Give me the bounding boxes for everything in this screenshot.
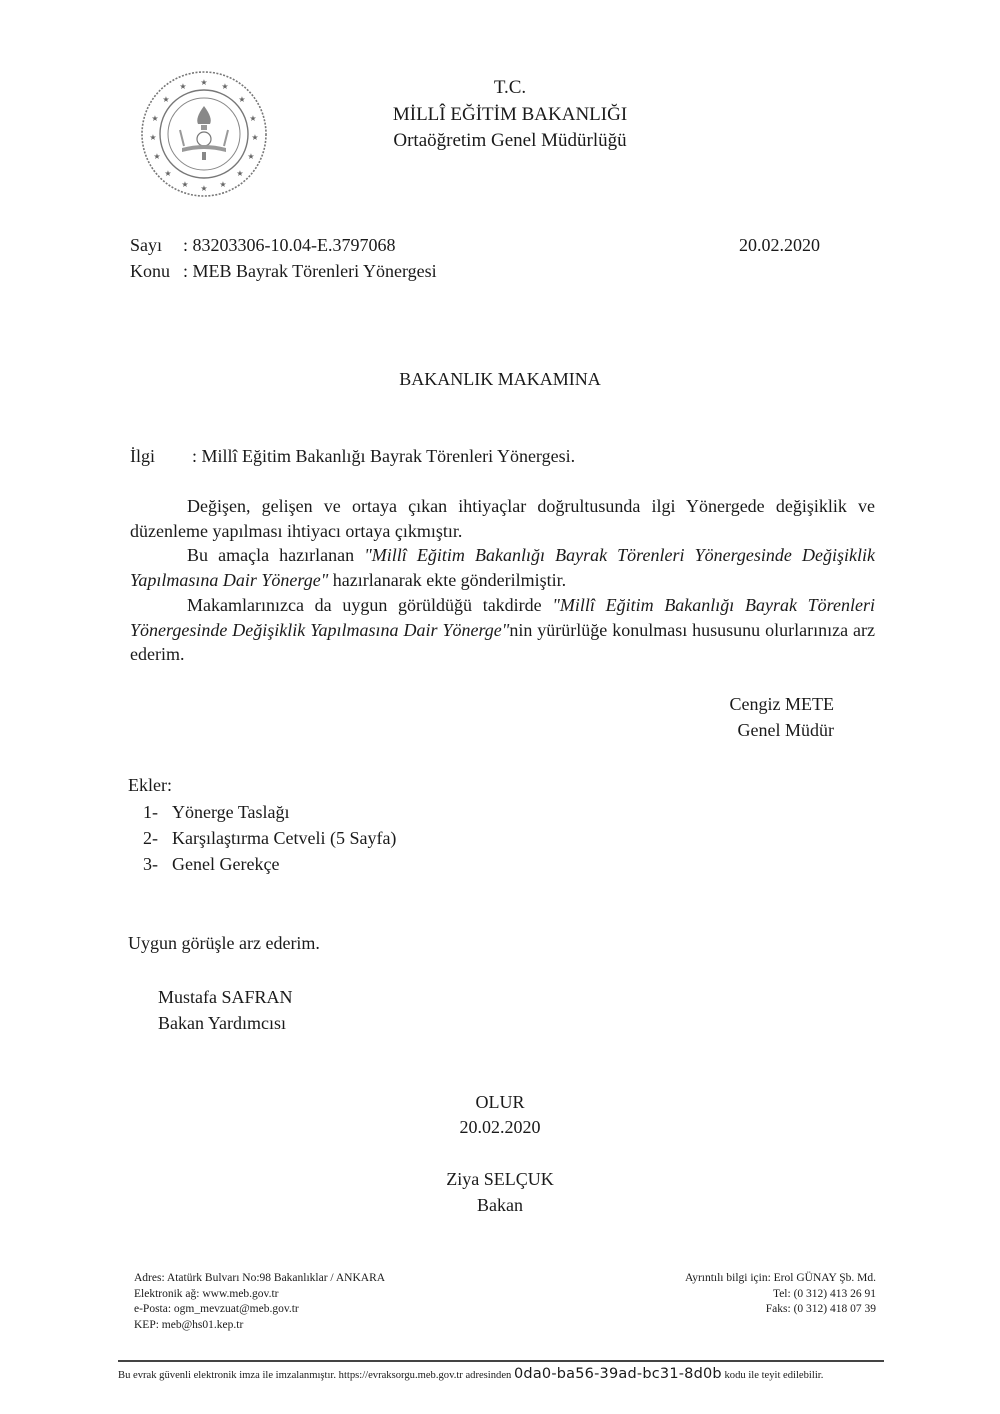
paragraph-2-text-end: hazırlanarak ekte gönderilmiştir. [328, 569, 567, 590]
attachments-heading: Ekler: [128, 775, 172, 795]
sayi-label: Sayı [130, 235, 163, 255]
svg-text:★: ★ [247, 152, 255, 161]
footer-contact-right [600, 1271, 876, 1318]
attachment-number: 2- [143, 828, 158, 848]
footer-kep[interactable]: KEP: meb@hs01.kep.tr [134, 1318, 244, 1331]
paragraph-3-text-end: nin yürürlüğe konulması hususunu olurlarınıza arz ederim. [130, 619, 875, 664]
attachment-label: Yönerge Taslağı [172, 802, 290, 822]
sayi-row [130, 233, 395, 257]
svg-text:★: ★ [251, 133, 259, 142]
signer2-title: Bakan Yardımcısı [158, 1013, 286, 1033]
sayi-value: : 83203306-10.04-E.3797068 [183, 235, 396, 255]
svg-text:★: ★ [179, 82, 187, 91]
footer-address: Adres: Atatürk Bulvarı No:98 Bakanlıklar / ANKARA [134, 1272, 386, 1284]
letterhead-directorate: Ortaöğretim Genel Müdürlüğü [393, 130, 627, 151]
attachment-item[interactable] [143, 826, 396, 850]
approver-title: Bakan [477, 1195, 523, 1215]
attachment-label: Karşılaştırma Cetveli (5 Sayfa) [172, 828, 397, 848]
svg-text:★: ★ [221, 82, 229, 91]
paragraph-3 [130, 593, 875, 667]
svg-text:★: ★ [219, 180, 227, 189]
svg-text:★: ★ [164, 169, 172, 178]
verification-text: Bu evrak güvenli elektronik imza ile imzalanmıştır. https://evraksorgu.meb.gov.tr adresinden [118, 1370, 514, 1381]
konu-row [130, 259, 437, 283]
letterhead-ministry: MİLLÎ EĞİTİM BAKANLIĞI [392, 104, 628, 125]
verification-code[interactable]: 0da0-ba56-39ad-bc31-8d0b [514, 1366, 722, 1382]
svg-text:★: ★ [151, 114, 159, 123]
konu-label: Konu [130, 261, 170, 281]
verification-line [118, 1367, 823, 1384]
paragraph-2-text: Bu amaçla hazırlanan [187, 545, 365, 565]
svg-text:★: ★ [200, 78, 208, 87]
attachment-number: 3- [143, 854, 158, 874]
svg-text:★: ★ [236, 169, 244, 178]
footer-divider [118, 1360, 884, 1362]
paragraph-3-italic-title: "Millî Eğitim Bakanlığı Bayrak Törenleri Yönergesinde Değişiklik Yapılmasına Dair Yönerge" [130, 595, 875, 640]
konu-value: : MEB Bayrak Törenleri Yönergesi [183, 261, 437, 281]
footer-fax: Faks: (0 312) 418 07 39 [765, 1303, 876, 1315]
svg-text:★: ★ [153, 152, 161, 161]
signer1-name: Cengiz METE [729, 694, 834, 714]
signer1-title: Genel Müdür [737, 720, 834, 740]
svg-text:★: ★ [238, 95, 246, 104]
ilgi-row [130, 444, 575, 468]
footer-email[interactable]: e-Posta: ogm_mevzuat@meb.gov.tr [134, 1303, 299, 1315]
footer-website[interactable]: Elektronik ağ: www.meb.gov.tr [134, 1287, 279, 1300]
svg-text:★: ★ [181, 180, 189, 189]
svg-text:★: ★ [200, 184, 208, 193]
attachment-label: Genel Gerekçe [172, 854, 280, 874]
paragraph-2 [130, 543, 875, 592]
recommendation-text: Uygun görüşle arz ederim. [128, 933, 320, 953]
footer-contact-person: Ayrıntılı bilgi için: Erol GÜNAY Şb. Md. [684, 1272, 876, 1284]
svg-text:★: ★ [249, 114, 257, 123]
signer2-name: Mustafa SAFRAN [158, 987, 293, 1007]
document-date: 20.02.2020 [739, 235, 820, 255]
footer-phone: Tel: (0 312) 413 26 91 [772, 1287, 876, 1300]
attachment-item[interactable] [143, 852, 279, 876]
ilgi-label: İlgi [130, 446, 155, 466]
attachment-item[interactable] [143, 800, 290, 824]
ilgi-value: : Millî Eğitim Bakanlığı Bayrak Törenleri Yönergesi. [192, 446, 576, 466]
approver-name: Ziya SELÇUK [446, 1169, 554, 1189]
addressee: BAKANLIK MAKAMINA [399, 369, 601, 389]
attachment-number: 1- [143, 802, 158, 822]
ministry-seal-icon [138, 68, 270, 200]
letterhead-tc: T.C. [493, 77, 527, 98]
verification-text-end: kodu ile teyit edilebilir. [721, 1370, 824, 1381]
paragraph-1: Değişen, gelişen ve ortaya çıkan ihtiyaçlar doğrultusunda ilgi Yönergede değişiklik ve düzenleme yapılması ihtiyacı ortaya çıkmıştır. [130, 496, 875, 541]
svg-text:★: ★ [149, 133, 157, 142]
footer-contact-left [134, 1271, 385, 1333]
approval-date: 20.02.2020 [459, 1117, 541, 1137]
approval-olur: OLUR [475, 1092, 525, 1112]
paragraph-2-italic-title: "Millî Eğitim Bakanlığı Bayrak Törenleri Yönergesinde Değişiklik Yapılmasına Dair Yönerge" [130, 545, 875, 590]
svg-text:★: ★ [162, 95, 170, 104]
paragraph-3-text: Makamlarınızca da uygun görüldüğü takdirde [187, 595, 553, 615]
